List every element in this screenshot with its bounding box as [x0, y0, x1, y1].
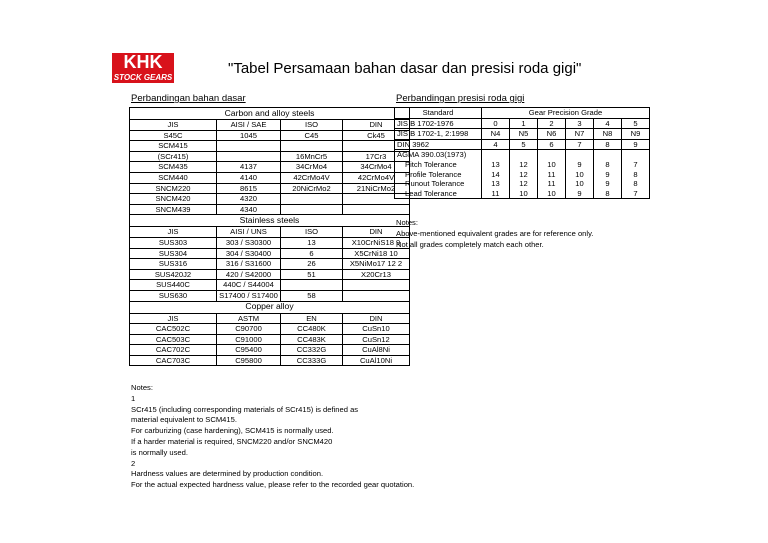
table-cell: 5 [510, 139, 538, 150]
section-row [130, 301, 410, 313]
agma-spacer [596, 150, 619, 160]
table-row [130, 194, 410, 205]
table-cell: SCM440 [130, 172, 217, 183]
table-cell: 440C / S44004 [217, 280, 281, 291]
table-row [130, 130, 410, 141]
agma-spacer [512, 150, 535, 160]
agma-value: 9 [605, 179, 610, 189]
table-cell: SUS440C [130, 280, 217, 291]
agma-value: 11 [491, 188, 500, 198]
table-cell [281, 141, 343, 152]
agma-grade-col [594, 150, 622, 199]
agma-spacer [624, 150, 647, 160]
header-standard: Standard [395, 108, 482, 119]
agma-row-label: Pitch Tolerance [405, 159, 457, 169]
table-cell: X5NiMo17 12 2 [343, 259, 410, 270]
agma-value: 9 [577, 188, 582, 198]
table-cell: CAC702C [130, 345, 217, 356]
table-row [130, 269, 410, 280]
table-cell: C95400 [217, 345, 281, 356]
agma-value: 14 [491, 169, 500, 179]
agma-grade-col [510, 150, 538, 199]
table-cell: 316 / S31600 [217, 259, 281, 270]
column-header: AISI / SAE [217, 120, 281, 131]
table-cell: CC480K [281, 324, 343, 335]
table-row [130, 151, 410, 162]
table-cell: 6 [281, 248, 343, 259]
table-cell: JIS B 1702-1, 2:1998 [395, 129, 482, 140]
agma-value: 12 [519, 179, 528, 189]
table-row [130, 183, 410, 194]
table-cell: C95800 [217, 355, 281, 366]
note-line: Notes: [131, 383, 153, 392]
material-notes [131, 383, 414, 491]
agma-value: 12 [519, 159, 528, 169]
table-cell [217, 141, 281, 152]
agma-value: 11 [547, 179, 556, 189]
note-line: material equivalent to SCM415. [131, 415, 237, 425]
table-cell: 8 [594, 139, 622, 150]
precision-heading: Perbandingan presisi roda gigi [396, 93, 525, 104]
table-row [130, 172, 410, 183]
table-cell: 7 [566, 139, 594, 150]
table-cell: 26 [281, 259, 343, 270]
table-cell: Ck45 [343, 130, 410, 141]
table-cell: S17400 / S17400 [217, 290, 281, 301]
table-cell [281, 280, 343, 291]
column-header: JIS [130, 313, 217, 324]
table-cell [281, 194, 343, 205]
note-line: For carburizing (case hardening), SCM415 is normally used. [131, 426, 334, 436]
column-header: EN [281, 313, 343, 324]
section-title: Stainless steels [130, 215, 410, 227]
table-cell: 4 [482, 139, 510, 150]
table-cell: CuSn12 [343, 334, 410, 345]
header-grade: Gear Precision Grade [482, 108, 650, 119]
table-cell: N8 [594, 129, 622, 140]
table-cell: CC483K [281, 334, 343, 345]
material-table [129, 107, 410, 366]
table-cell [343, 204, 410, 215]
table-cell: SUS304 [130, 248, 217, 259]
agma-value: 8 [633, 179, 638, 189]
table-cell: 20NiCrMo2 [281, 183, 343, 194]
table-cell: 1 [510, 118, 538, 129]
table-cell: 9 [622, 139, 650, 150]
table-cell: 42CrMo4V [281, 172, 343, 183]
section-row [130, 215, 410, 227]
table-cell: SCM435 [130, 162, 217, 173]
agma-value: 13 [491, 159, 500, 169]
table-cell: 304 / S30400 [217, 248, 281, 259]
table-row [130, 248, 410, 259]
table-cell [281, 204, 343, 215]
table-cell: (SCr415) [130, 151, 217, 162]
table-row [130, 334, 410, 345]
table-row [130, 237, 410, 248]
table-cell: 4140 [217, 172, 281, 183]
table-cell: CC332G [281, 345, 343, 356]
agma-value: 11 [547, 169, 556, 179]
note-line: For the actual expected hardness value, please refer to the recorded gear quotation. [131, 480, 415, 490]
note-line: 2 [131, 458, 136, 468]
agma-row-label: Profile Tolerance [405, 169, 462, 179]
table-cell: 1045 [217, 130, 281, 141]
page-title: "Tabel Persamaan bahan dasar dan presisi roda gigi" [228, 60, 582, 77]
khk-logo [112, 53, 174, 83]
table-cell: S45C [130, 130, 217, 141]
table-row [130, 290, 410, 301]
table-cell: C45 [281, 130, 343, 141]
table-cell: CAC503C [130, 334, 217, 345]
table-cell: X5CrNi18 10 [343, 248, 410, 259]
agma-value: 9 [605, 169, 610, 179]
table-cell: CC333G [281, 355, 343, 366]
table-cell: 34CrMo4 [281, 162, 343, 173]
note-line: SCr415 (including corresponding materials of SCr415) is defined as [131, 404, 359, 414]
table-cell: 3 [566, 118, 594, 129]
material-heading: Perbandingan bahan dasar [131, 93, 246, 104]
note-line: Not all grades completely match each other. [396, 239, 544, 249]
agma-value: 10 [519, 188, 528, 198]
table-cell: 8615 [217, 183, 281, 194]
agma-value: 9 [577, 159, 582, 169]
table-cell: SNCM220 [130, 183, 217, 194]
section-title: Copper alloy [130, 301, 410, 313]
table-cell: 21NiCrMo2 [343, 183, 410, 194]
table-cell: C91000 [217, 334, 281, 345]
precision-table [394, 107, 650, 199]
table-cell: 16MnCr5 [281, 151, 343, 162]
table-cell: 13 [281, 237, 343, 248]
table-cell: CuAl8Ni [343, 345, 410, 356]
table-cell: N5 [510, 129, 538, 140]
table-cell: SNCM439 [130, 204, 217, 215]
table-cell: 4320 [217, 194, 281, 205]
agma-grade-col [538, 150, 566, 199]
table-cell: CuAl10Ni [343, 355, 410, 366]
table-row [395, 118, 650, 129]
column-header: JIS [130, 227, 217, 238]
table-cell: 4340 [217, 204, 281, 215]
table-row [130, 345, 410, 356]
table-row [130, 355, 410, 366]
column-header: DIN [343, 313, 410, 324]
table-cell: SUS316 [130, 259, 217, 270]
agma-value: 13 [491, 179, 500, 189]
table-row [130, 280, 410, 291]
table-cell: C90700 [217, 324, 281, 335]
table-cell [217, 151, 281, 162]
table-cell: N9 [622, 129, 650, 140]
table-cell: 34CrMo4 [343, 162, 410, 173]
column-header: DIN [343, 120, 410, 131]
table-cell: CuSn10 [343, 324, 410, 335]
agma-spacer [484, 150, 507, 160]
agma-value: 12 [519, 169, 528, 179]
table-cell: 420 / S42000 [217, 269, 281, 280]
header-row [130, 313, 410, 324]
table-cell: 6 [538, 139, 566, 150]
agma-value: 10 [575, 169, 584, 179]
table-cell: N7 [566, 129, 594, 140]
column-header: JIS [130, 120, 217, 131]
column-header: ISO [281, 227, 343, 238]
agma-value: 10 [547, 159, 556, 169]
column-header: ISO [281, 120, 343, 131]
note-line: Above-mentioned equivalent grades are for reference only. [396, 228, 594, 238]
header-row [130, 227, 410, 238]
agma-grade-col [482, 150, 510, 199]
agma-value: 7 [633, 159, 638, 169]
table-row [130, 162, 410, 173]
note-line: is normally used. [131, 447, 188, 457]
table-cell: SNCM420 [130, 194, 217, 205]
table-cell: JIS B 1702-1976 [395, 118, 482, 129]
table-cell [343, 290, 410, 301]
table-cell [343, 280, 410, 291]
note-line: 1 [131, 393, 136, 403]
agma-spacer [568, 150, 591, 160]
table-row [130, 141, 410, 152]
agma-spacer [540, 150, 563, 160]
table-cell: X10CrNiS18 9 [343, 237, 410, 248]
table-row [130, 259, 410, 270]
table-cell: DIN 3962 [395, 139, 482, 150]
agma-value: 10 [575, 179, 584, 189]
table-cell: 4137 [217, 162, 281, 173]
table-cell: 51 [281, 269, 343, 280]
agma-grade-col [622, 150, 650, 199]
table-cell: 2 [538, 118, 566, 129]
table-cell: 0 [482, 118, 510, 129]
table-cell: 17Cr3 [343, 151, 410, 162]
column-header: ASTM [217, 313, 281, 324]
table-cell: SUS630 [130, 290, 217, 301]
table-cell: N6 [538, 129, 566, 140]
column-header: DIN [343, 227, 410, 238]
note-line: If a harder material is required, SNCM220 and/or SNCM420 [131, 436, 333, 446]
agma-value: 10 [547, 188, 556, 198]
precision-notes [396, 218, 593, 250]
column-header: AISI / UNS [217, 227, 281, 238]
table-cell: 4 [594, 118, 622, 129]
table-cell: X20Cr13 [343, 269, 410, 280]
logo-brand: KHK [112, 53, 174, 72]
table-cell: CAC502C [130, 324, 217, 335]
section-title: Carbon and alloy steels [130, 108, 410, 120]
table-row [395, 139, 650, 150]
agma-labels [395, 150, 482, 199]
note-line: Hardness values are determined by production condition. [131, 469, 324, 479]
agma-value: 8 [633, 169, 638, 179]
table-row [130, 324, 410, 335]
table-cell: SUS420J2 [130, 269, 217, 280]
agma-value: 8 [605, 188, 610, 198]
agma-value: 8 [605, 159, 610, 169]
table-cell: SUS303 [130, 237, 217, 248]
header-row [130, 120, 410, 131]
logo-sub: STOCK GEARS [113, 73, 173, 82]
table-cell: CAC703C [130, 355, 217, 366]
agma-grade-col [566, 150, 594, 199]
table-cell: 5 [622, 118, 650, 129]
agma-row-label: Runout Tolerance [405, 179, 465, 189]
section-row [130, 108, 410, 120]
table-row [395, 129, 650, 140]
table-row [130, 204, 410, 215]
note-line: Notes: [396, 218, 418, 227]
agma-block [395, 150, 650, 199]
table-cell: SCM415 [130, 141, 217, 152]
table-cell: 42CrMo4V [343, 172, 410, 183]
table-cell: N4 [482, 129, 510, 140]
agma-label: AGMA 390.03(1973) [397, 150, 467, 160]
agma-value: 7 [633, 188, 638, 198]
table-cell: 303 / S30300 [217, 237, 281, 248]
table-cell: 58 [281, 290, 343, 301]
agma-row-label: Lead Tolerance [405, 188, 457, 198]
